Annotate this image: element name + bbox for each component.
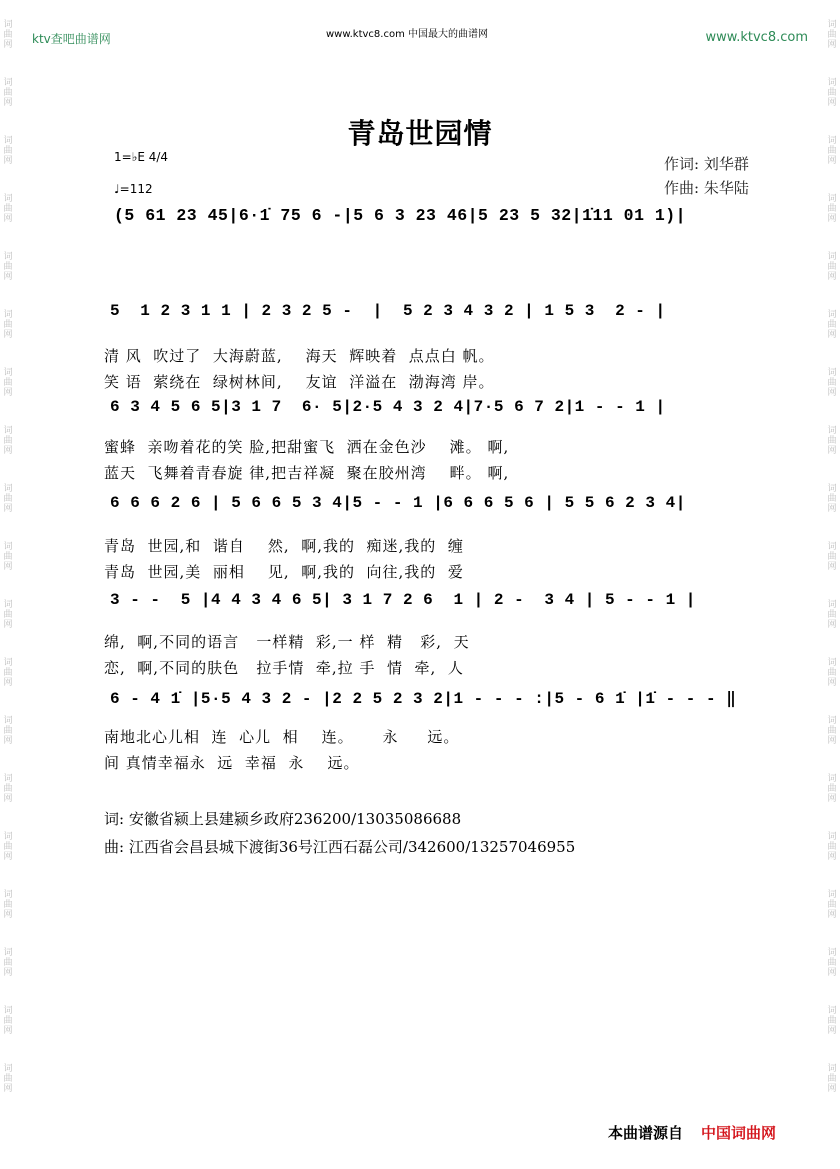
watermark-char: 网 [827, 968, 837, 978]
watermark-char: 网 [827, 214, 837, 224]
song-title: 青岛世园情 [347, 117, 493, 150]
watermark-char: 词 [827, 716, 837, 726]
watermark-char: 网 [827, 1084, 837, 1094]
watermark-char: 词 [827, 194, 837, 204]
watermark-char: 词 [827, 310, 837, 320]
watermark-char: 曲 [3, 552, 13, 562]
lyric-row-1-verse-1: 清 风 吹过了 大海蔚蓝, 海天 辉映着 点点白 帆。 [104, 347, 495, 365]
watermark-char: 网 [827, 852, 837, 862]
lyric-row-5-verse-2: 间 真情幸福永 远 幸福 永 远。 [104, 754, 360, 772]
watermark-char: 词 [3, 136, 13, 146]
header-site-url[interactable]: www.ktvc8.com [705, 30, 808, 45]
watermark-char: 曲 [3, 1016, 13, 1026]
watermark-char: 词 [3, 484, 13, 494]
watermark-char: 曲 [827, 610, 837, 620]
source-brand-link[interactable]: 中国词曲网 [701, 1124, 777, 1142]
watermark-char: 网 [3, 562, 13, 572]
watermark-char: 词 [827, 484, 837, 494]
watermark-char: 网 [827, 98, 837, 108]
watermark-char: 词 [827, 542, 837, 552]
notation-row-3: 6 6 6 2 6 | 5 6 6 5 3 4|5 - - 1 |6 6 6 5 6 | 5 5 6 2 3 4| [110, 494, 686, 512]
left-watermark-strip [1, 20, 15, 1122]
lyric-row-2-verse-2: 蓝天 飞舞着青春旋 律,把吉祥凝 聚在胶州湾 畔。 啊, [104, 464, 510, 482]
watermark-char: 词 [3, 832, 13, 842]
watermark-char: 曲 [3, 378, 13, 388]
watermark-char: 曲 [3, 958, 13, 968]
lyric-row-4-verse-1: 绵, 啊,不同的语言 一样精 彩,一 样 精 彩, 天 [104, 633, 470, 651]
watermark-char: 曲 [827, 494, 837, 504]
watermark-char: 词 [827, 426, 837, 436]
watermark-char: 曲 [827, 1074, 837, 1084]
watermark-char: 网 [827, 272, 837, 282]
watermark-char: 曲 [827, 784, 837, 794]
watermark-char: 曲 [827, 900, 837, 910]
watermark-char: 词 [3, 252, 13, 262]
watermark-char: 词 [3, 368, 13, 378]
watermark-char: 词 [3, 600, 13, 610]
watermark-char: 网 [3, 214, 13, 224]
composer-credit: 作曲: 朱华陆 [664, 179, 749, 197]
watermark-char: 网 [827, 40, 837, 50]
composer-contact: 曲: 江西省会昌县城下渡街36号江西石磊公司/342600/13257046955 [104, 838, 576, 856]
watermark-char: 网 [827, 910, 837, 920]
watermark-char: 曲 [3, 842, 13, 852]
watermark-char: 网 [827, 388, 837, 398]
right-watermark-strip [825, 20, 839, 1122]
watermark-char: 网 [827, 562, 837, 572]
watermark-char: 曲 [827, 668, 837, 678]
lyric-row-2-verse-1: 蜜蜂 亲吻着花的笑 脸,把甜蜜飞 洒在金色沙 滩。 啊, [104, 438, 510, 456]
watermark-char: 网 [3, 1026, 13, 1036]
watermark-char: 网 [3, 620, 13, 630]
watermark-char: 曲 [827, 146, 837, 156]
watermark-char: 词 [827, 948, 837, 958]
watermark-char: 网 [827, 620, 837, 630]
watermark-char: 网 [827, 794, 837, 804]
watermark-char: 网 [3, 272, 13, 282]
watermark-char: 网 [827, 736, 837, 746]
lyric-row-5-verse-1: 南地北心儿相 连 心儿 相 连。 永 远。 [104, 728, 460, 746]
lyricist-credit: 作词: 刘华群 [664, 155, 749, 173]
watermark-char: 网 [827, 446, 837, 456]
lyric-row-4-verse-2: 恋, 啊,不同的肤色 拉手情 牵,拉 手 情 牵, 人 [104, 659, 464, 677]
watermark-char: 曲 [827, 958, 837, 968]
watermark-char: 网 [827, 678, 837, 688]
source-credit [608, 1122, 776, 1143]
watermark-char: 曲 [827, 204, 837, 214]
intro-notation: (5 61 23 45|6·1̇ 75 6 -|5 6 3 23 46|5 23 5 32|1̇11 01 1)| [114, 206, 687, 225]
watermark-char: 网 [3, 156, 13, 166]
watermark-char: 曲 [3, 146, 13, 156]
watermark-char: 词 [3, 890, 13, 900]
notation-row-2: 6 3 4 5 6 5|3 1 7 6· 5|2·5 4 3 2 4|7·5 6 7 2|1 - - 1 | [110, 398, 666, 416]
watermark-char: 网 [3, 678, 13, 688]
lyricist-contact: 词: 安徽省颍上县建颍乡政府236200/13035086688 [104, 810, 462, 828]
watermark-char: 网 [827, 1026, 837, 1036]
watermark-char: 曲 [3, 1074, 13, 1084]
watermark-char: 曲 [3, 262, 13, 272]
watermark-char: 网 [827, 330, 837, 340]
watermark-char: 词 [3, 716, 13, 726]
header-site-name[interactable]: ktv查吧曲谱网 [32, 32, 111, 46]
watermark-char: 网 [3, 40, 13, 50]
watermark-char: 曲 [827, 30, 837, 40]
watermark-char: 词 [3, 1006, 13, 1016]
lyric-row-3-verse-2: 青岛 世园,美 丽相 见, 啊,我的 向往,我的 爱 [104, 563, 464, 581]
watermark-char: 网 [3, 852, 13, 862]
watermark-char: 词 [827, 774, 837, 784]
watermark-char: 网 [3, 330, 13, 340]
tempo-marking: ♩=112 [114, 182, 153, 196]
watermark-char: 词 [827, 1006, 837, 1016]
watermark-char: 词 [827, 890, 837, 900]
watermark-char: 网 [3, 910, 13, 920]
header-site-slogan: www.ktvc8.com 中国最大的曲谱网 [326, 29, 489, 40]
watermark-char: 曲 [3, 88, 13, 98]
watermark-char: 词 [827, 252, 837, 262]
watermark-char: 曲 [3, 320, 13, 330]
watermark-char: 曲 [3, 30, 13, 40]
watermark-char: 曲 [827, 726, 837, 736]
source-label: 本曲谱源自 [608, 1124, 684, 1142]
watermark-char: 词 [3, 948, 13, 958]
lyric-row-1-verse-2: 笑 语 萦绕在 绿树林间, 友谊 洋溢在 渤海湾 岸。 [104, 373, 495, 391]
watermark-char: 曲 [827, 842, 837, 852]
watermark-char: 曲 [3, 204, 13, 214]
watermark-char: 网 [827, 156, 837, 166]
watermark-char: 曲 [3, 610, 13, 620]
notation-row-4: 3 - - 5 |4 4 3 4 6 5| 3 1 7 2 6 1 | 2 - 3 4 | 5 - - 1 | [110, 591, 696, 609]
watermark-char: 词 [827, 368, 837, 378]
watermark-char: 词 [827, 20, 837, 30]
notation-row-1: 5 1 2 3 1 1 | 2 3 2 5 - | 5 2 3 4 3 2 | 1 5 3 2 - | [110, 302, 666, 320]
watermark-char: 网 [3, 736, 13, 746]
watermark-char: 网 [827, 504, 837, 514]
watermark-char: 词 [3, 194, 13, 204]
watermark-char: 曲 [3, 436, 13, 446]
watermark-char: 曲 [827, 552, 837, 562]
watermark-char: 网 [3, 388, 13, 398]
watermark-char: 词 [3, 20, 13, 30]
watermark-char: 网 [3, 446, 13, 456]
watermark-char: 曲 [827, 378, 837, 388]
watermark-char: 曲 [827, 1016, 837, 1026]
watermark-char: 曲 [3, 494, 13, 504]
watermark-char: 词 [827, 136, 837, 146]
watermark-char: 词 [827, 832, 837, 842]
watermark-char: 曲 [3, 726, 13, 736]
watermark-char: 曲 [827, 436, 837, 446]
watermark-char: 曲 [3, 784, 13, 794]
watermark-char: 词 [3, 658, 13, 668]
watermark-char: 词 [3, 774, 13, 784]
watermark-char: 曲 [3, 900, 13, 910]
watermark-char: 曲 [827, 262, 837, 272]
watermark-char: 词 [827, 658, 837, 668]
watermark-char: 网 [3, 1084, 13, 1094]
watermark-char: 词 [3, 426, 13, 436]
key-signature: 1=♭E 4/4 [114, 150, 169, 164]
watermark-char: 词 [827, 78, 837, 88]
watermark-char: 词 [3, 1064, 13, 1074]
watermark-char: 网 [3, 504, 13, 514]
watermark-char: 词 [3, 310, 13, 320]
watermark-char: 词 [827, 600, 837, 610]
watermark-char: 网 [3, 794, 13, 804]
lyric-row-3-verse-1: 青岛 世园,和 谐自 然, 啊,我的 痴迷,我的 缠 [104, 537, 464, 555]
watermark-char: 网 [3, 968, 13, 978]
notation-row-5: 6 - 4 1̇ |5·5 4 3 2 - |2 2 5 2 3 2|1 - - - :|5 - 6 1̇ |1̇ - - - ‖ [110, 690, 737, 708]
watermark-char: 词 [827, 1064, 837, 1074]
watermark-char: 网 [3, 98, 13, 108]
watermark-char: 曲 [827, 88, 837, 98]
watermark-char: 曲 [827, 320, 837, 330]
watermark-char: 词 [3, 78, 13, 88]
watermark-char: 曲 [3, 668, 13, 678]
watermark-char: 词 [3, 542, 13, 552]
